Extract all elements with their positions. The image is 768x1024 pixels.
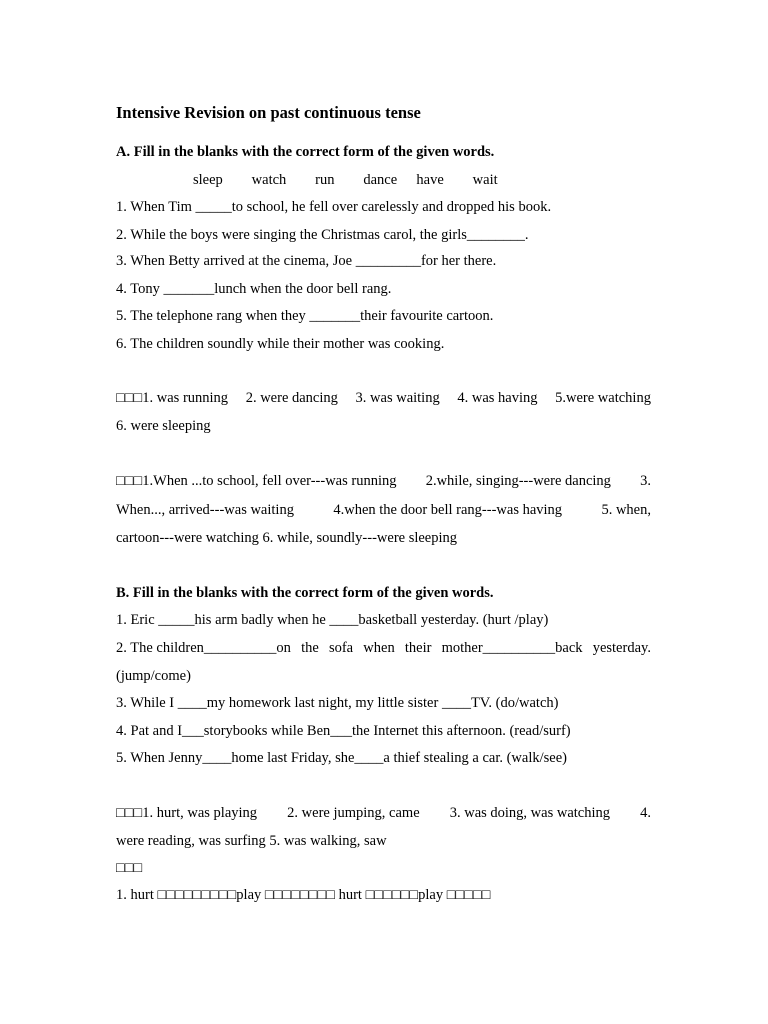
section-a-analysis-line-2 [116,501,651,519]
section-a-question-4: 4. Tony _______lunch when the door bell rang. [116,281,392,297]
answer-item: 3. was waiting [355,390,440,406]
section-a-question-6: 6. The children soundly while their mother was cooking. [116,336,445,352]
word-bank: sleep watch run dance have wait [193,172,498,188]
analysis-item: □□□1.When ...to school, fell over---was running [116,473,397,489]
answer-item: □□□1. hurt, was playing [116,805,258,821]
answer-item: 3. was doing, was watching [449,805,610,821]
analysis-item: When..., arrived---was waiting [116,502,294,518]
section-a-question-2: 2. While the boys were singing the Christmas carol, the girls________. [116,227,529,243]
analysis-item: 3. [640,473,651,489]
section-b-question-2-continued: (jump/come) [116,668,191,684]
section-b-answers-line-1 [116,804,651,822]
page-title: Intensive Revision on past continuous tense [116,103,421,122]
answer-item: 4. was having [457,390,538,406]
section-b-question-5: 5. When Jenny____home last Friday, she____a thief stealing a car. (walk/see) [116,750,567,766]
section-b-question-4: 4. Pat and I___storybooks while Ben___the Internet this afternoon. (read/surf) [116,723,571,739]
analysis-item: 2.while, singing---were dancing [425,473,611,489]
question-word: 2. The children__________on [116,640,291,656]
question-word: yesterday. [592,640,651,656]
question-word: the [301,640,319,656]
answer-item: □□□1. was running [116,390,229,406]
section-a-question-5: 5. The telephone rang when they _______their favourite cartoon. [116,308,494,324]
section-b-question-3: 3. While I ____my homework last night, my little sister ____TV. (do/watch) [116,695,559,711]
answer-item: 5.were watching [555,390,651,406]
section-a-heading: A. Fill in the blanks with the correct form of the given words. [116,144,495,160]
section-b-heading: B. Fill in the blanks with the correct form of the given words. [116,585,494,601]
section-b-question-2 [116,639,651,657]
analysis-item: 4.when the door bell rang---was having [333,502,563,518]
question-word: when [363,640,395,656]
section-a-question-3: 3. When Betty arrived at the cinema, Joe _________for her there. [116,253,497,269]
question-word: their [404,640,432,656]
question-word: mother__________back [441,640,583,656]
section-a-answers-line-2: 6. were sleeping [116,418,211,434]
section-b-analysis-label: □□□ [116,860,143,876]
analysis-item: 5. when, [601,502,651,518]
section-b-question-1: 1. Eric _____his arm badly when he ____basketball yesterday. (hurt /play) [116,612,549,628]
section-a-question-1: 1. When Tim _____to school, he fell over carelessly and dropped his book. [116,199,552,215]
question-word: sofa [328,640,354,656]
section-a-analysis-line-3: cartoon---were watching 6. while, soundly---were sleeping [116,530,458,546]
answer-item: 2. were dancing [245,390,338,406]
section-a-answers-line-1 [116,389,651,407]
section-b-analysis-line: 1. hurt □□□□□□□□□play □□□□□□□□ hurt □□□□□□play □□□□□ [116,887,491,903]
answer-item: 2. were jumping, came [287,805,420,821]
section-b-answers-line-2: were reading, was surfing 5. was walking, saw [116,833,387,849]
section-a-analysis-line-1 [116,472,651,490]
answer-item: 4. [640,805,651,821]
